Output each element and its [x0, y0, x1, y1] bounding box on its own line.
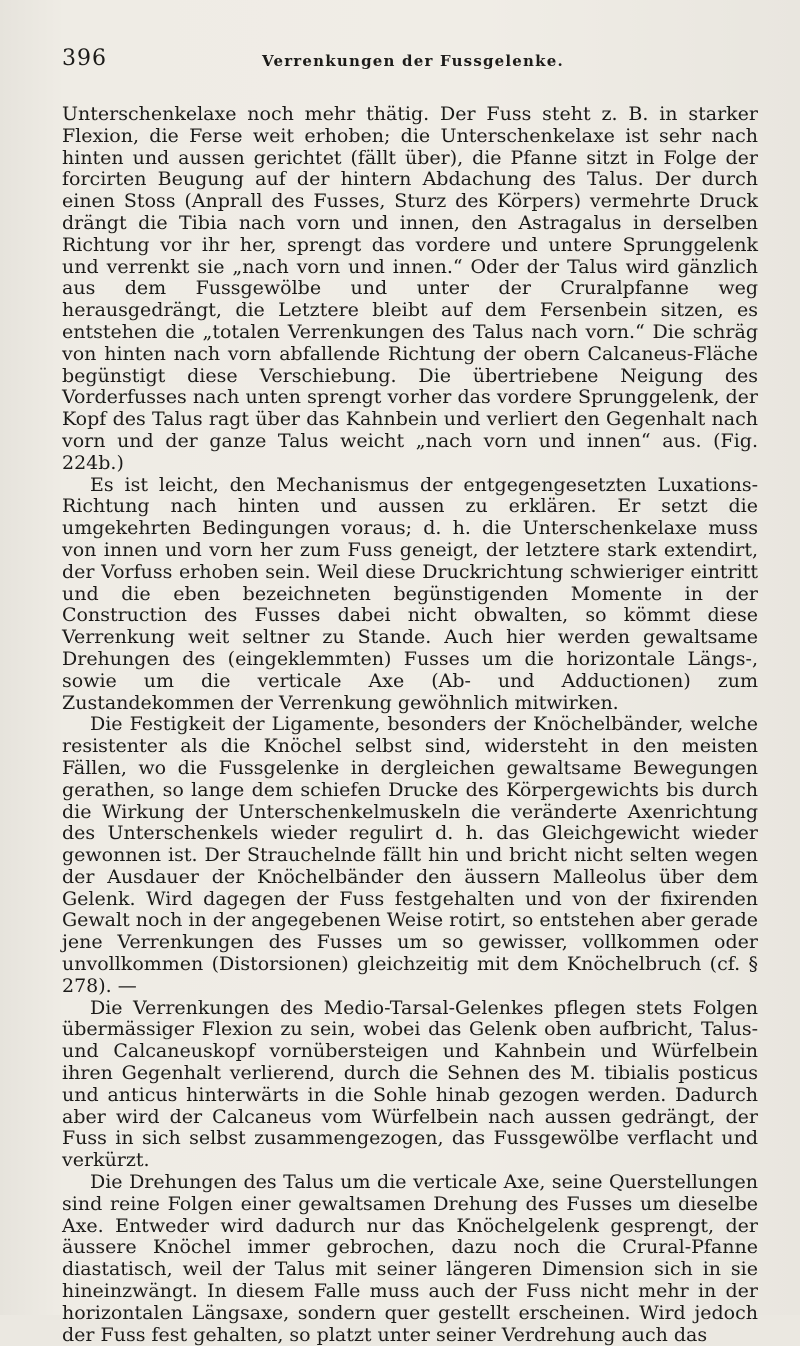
running-header	[62, 44, 758, 80]
paragraph-4: Die Verrenkungen des Medio-Tarsal-Gelenkes pflegen stets Folgen übermässiger Flexion zu sein, wobei das Gelenk oben aufbricht, Talus- und Calcaneuskopf vornübersteigen und Kahnbein und Würfelbein ihren Gegenhalt verlierend, durch die Sehnen des M. tibialis posticus und anticus hinterwärts in die Sohle hinab gezogen werden. Dadurch aber wird der Calcaneus vom Würfelbein nach aussen gedrängt, der Fuss in sich selbst zusammengezogen, das Fussgewölbe verflacht und verkürzt.	[62, 996, 758, 1172]
paragraph-3: Die Festigkeit der Ligamente, besonders der Knöchelbänder, welche resistenter als die Knöchel selbst sind, widersteht in den meisten Fällen, wo die Fussgelenke in dergleichen gewaltsame Bewegungen gerathen, so lange dem schiefen Drucke des Körpergewichts bis durch die Wirkung der Unterschenkelmuskeln die veränderte Axenrichtung des Unterschenkels wieder regulirt d. h. das Gleichgewicht wieder gewonnen ist. Der Strauchelnde fällt hin und bricht nicht selten wegen der Ausdauer der Knöchelbänder den äussern Malleolus über dem Gelenk. Wird dagegen der Fuss festgehalten und von der fixirenden Gewalt noch in der angegebenen Weise rotirt, so entstehen aber gerade jene Verrenkungen des Fusses um so gewisser, vollkommen oder unvollkommen (Distorsionen) gleichzeitig mit dem Knöchelbruch (cf. § 278). —	[62, 713, 758, 997]
page-number: 396	[62, 46, 107, 71]
running-title: Verrenkungen der Fussgelenke.	[262, 52, 564, 70]
paragraph-5: Die Drehungen des Talus um die verticale Axe, seine Querstellungen sind reine Folgen einer gewaltsamen Drehung des Fusses um dieselbe Axe. Entweder wird dadurch nur das Knöchelgelenk gesprengt, der äussere Knöchel immer gebrochen, dazu noch die Crural-Pfanne diastatisch, weil der Talus mit seiner längeren Dimension sich in sie hineinzwängt. In diesem Falle muss auch der Fuss nicht mehr in der horizontalen Längsaxe, sondern quer gestellt erscheinen. Wird jedoch der Fuss fest gehalten, so platzt unter seiner Verdrehung auch das	[62, 1171, 758, 1346]
body-text	[62, 104, 758, 1346]
paragraph-2: Es ist leicht, den Mechanismus der entgegengesetzten Luxations-Richtung nach hinten und aussen zu erklären. Er setzt die umgekehrten Bedingungen voraus; d. h. die Unterschenkelaxe muss von innen und vorn her zum Fuss geneigt, der letztere stark extendirt, der Vorfuss erhoben sein. Weil diese Druckrichtung schwieriger eintritt und die eben bezeichneten begünstigenden Momente in der Construction des Fusses dabei nicht obwalten, so kömmt diese Verrenkung weit seltner zu Stande. Auch hier werden gewaltsame Drehungen des (eingeklemmten) Fusses um die horizontale Längs-, sowie um die verticale Axe (Ab- und Adductionen) zum Zustandekommen der Verrenkung gewöhnlich mitwirken.	[62, 473, 758, 714]
paragraph-1: Unterschenkelaxe noch mehr thätig. Der Fuss steht z. B. in starker Flexion, die Ferse weit erhoben; die Unterschenkelaxe ist sehr nach hinten und aussen gerichtet (fällt über), die Pfanne sitzt in Folge der forcirten Beugung auf der hintern Abdachung des Talus. Der durch einen Stoss (Anprall des Fusses, Sturz des Körpers) vermehrte Druck drängt die Tibia nach vorn und innen, den Astragalus in derselben Richtung vor ihr her, sprengt das vordere und untere Sprunggelenk und verrenkt sie „nach vorn und innen.“ Oder der Talus wird gänzlich aus dem Fussgewölbe und unter der Cruralpfanne weg herausgedrängt, die Letztere bleibt auf dem Fersenbein sitzen, es entstehen die „totalen Verrenkungen des Talus nach vorn.“ Die schräg von hinten nach vorn abfallende Richtung der obern Calcaneus-Fläche begünstigt diese Verschiebung. Die übertriebene Neigung des Vorderfusses nach unten sprengt vorher das vordere Sprunggelenk, der Kopf des Talus ragt über das Kahnbein und verliert den Gegenhalt nach vorn und der ganze Talus weicht „nach vorn und innen“ aus. (Fig. 224b.)	[62, 103, 758, 474]
